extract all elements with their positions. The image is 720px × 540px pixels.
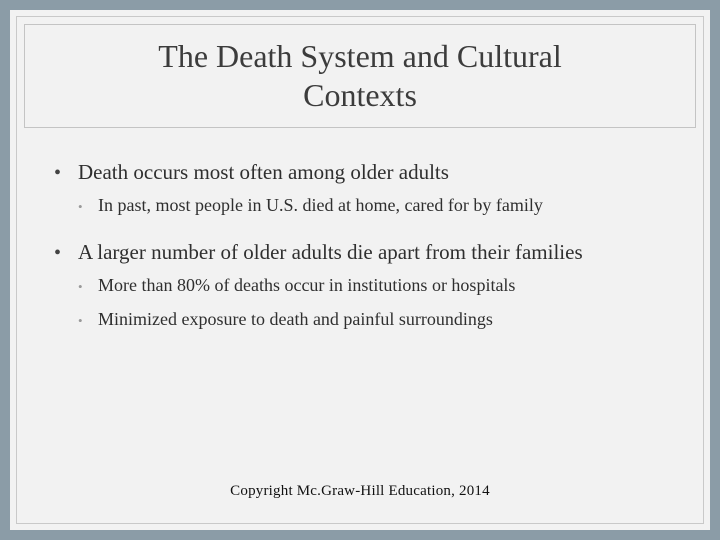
bullet-2: [54, 240, 583, 265]
sub-bullet-1-1: [78, 195, 543, 216]
sub-bullet-marker: •: [78, 313, 83, 328]
sub-bullet-2-1-text: More than 80% of deaths occur in institutions or hospitals: [98, 275, 516, 295]
sub-bullet-2-2-text: Minimized exposure to death and painful surroundings: [98, 309, 493, 329]
slide-title: The Death System and Cultural Contexts: [158, 37, 562, 113]
bullet-marker: •: [54, 162, 62, 184]
slide-content: [10, 10, 710, 530]
sub-bullet-2-1: [78, 275, 515, 296]
sub-bullet-2-2: [78, 309, 493, 330]
bullet-1: [54, 160, 449, 185]
bullet-marker: •: [54, 242, 62, 264]
sub-bullet-marker: •: [78, 199, 83, 214]
slide: [10, 10, 710, 530]
bullet-1-text: Death occurs most often among older adults: [78, 160, 449, 184]
sub-bullet-1-1-text: In past, most people in U.S. died at home, cared for by family: [98, 195, 543, 215]
copyright-footer: Copyright Mc.Graw-Hill Education, 2014: [230, 483, 490, 499]
bullet-2-text: A larger number of older adults die apart from their families: [78, 240, 583, 264]
sub-bullet-marker: •: [78, 279, 83, 294]
